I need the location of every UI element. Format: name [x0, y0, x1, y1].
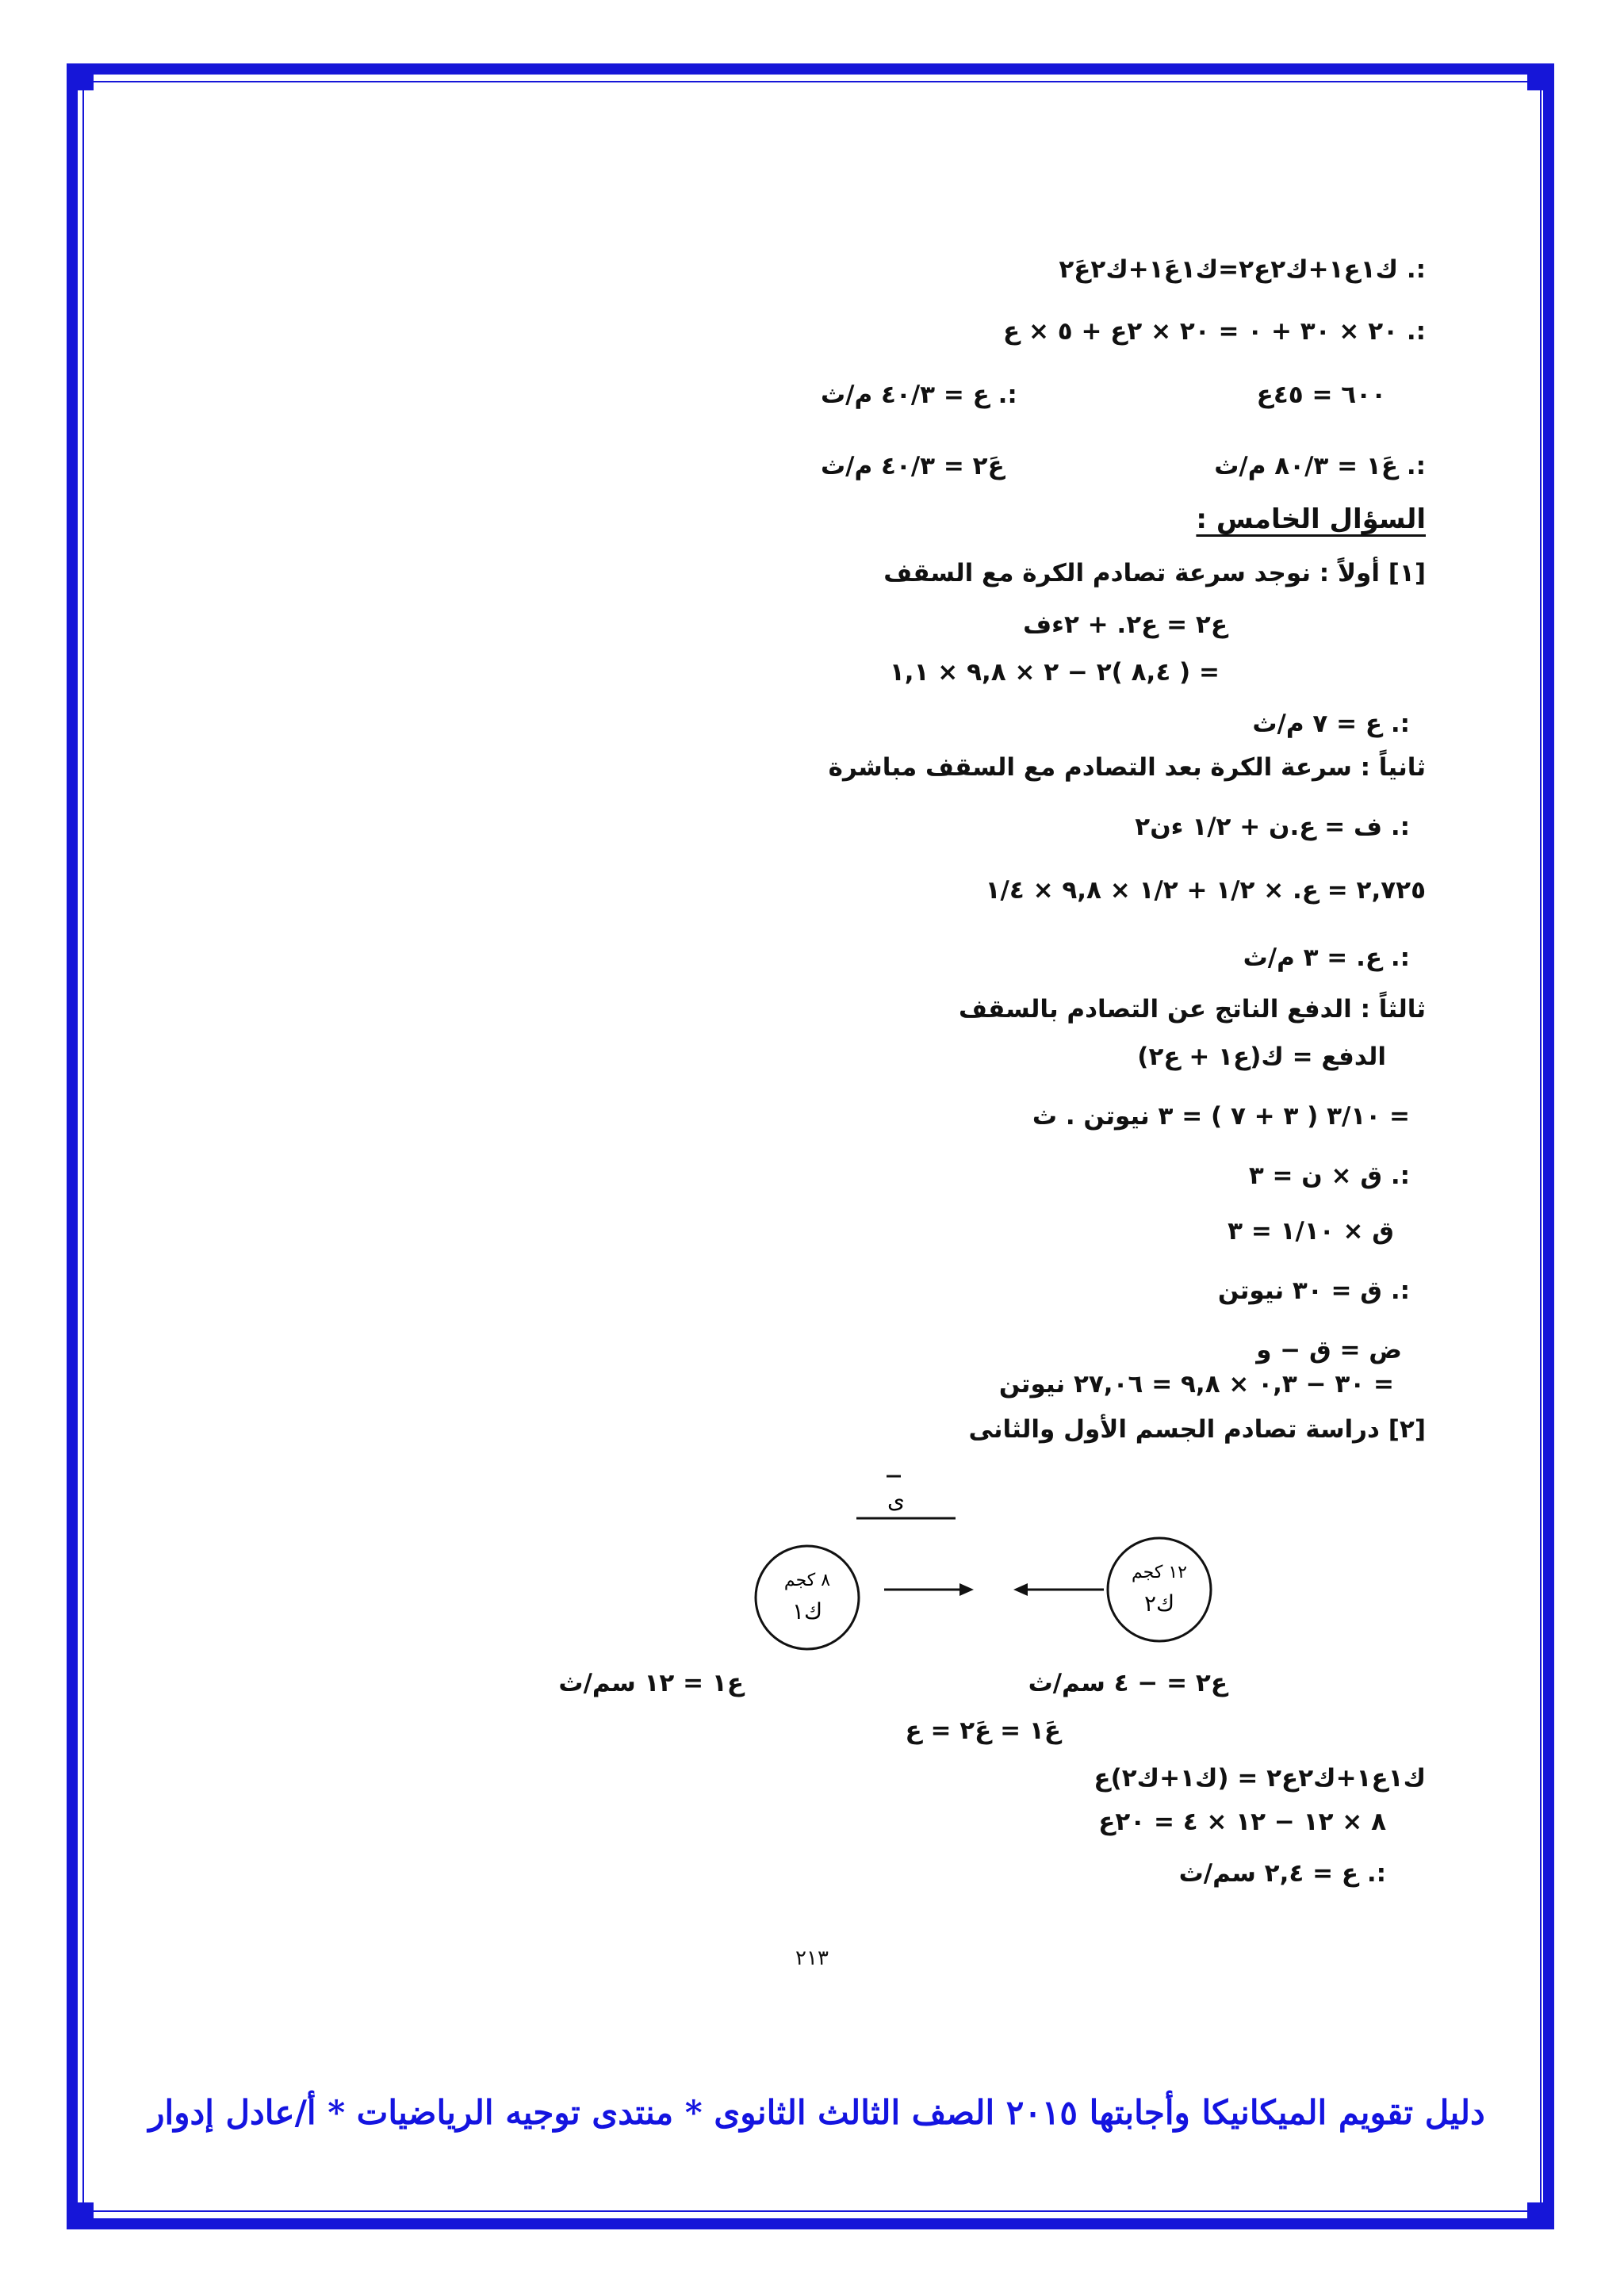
equation-line: :. ٢٠ × ٣٠ + ٠ = ٢٠ × ٢ع + ٥ × ع: [1002, 317, 1426, 346]
part-heading: [١] أولاً : نوجد سرعة تصادم الكرة مع السقف: [883, 559, 1426, 587]
part-heading: [٢] دراسة تصادم الجسم الأول والثانى: [968, 1415, 1426, 1444]
equation-line: الدفع = ك(ع١ + ع٢): [1137, 1043, 1386, 1071]
frame-corner: [67, 63, 94, 90]
part-heading: ثانياً : سرعة الكرة بعد التصادم مع السقف مباشرة: [828, 753, 1426, 782]
page-number: ٢١٣: [795, 1946, 829, 1970]
equation-line: ك١ع١+ك٢ع٢ = (ك١+ك٢)ع: [1094, 1764, 1426, 1793]
equation-line: ع١َ = ع٢َ = ع: [905, 1716, 1061, 1745]
equation-line: :. ع = ٤٠/٣ م/ث: [821, 381, 1017, 409]
frame-corner: [1527, 63, 1554, 90]
ball-2: [1108, 1538, 1211, 1641]
frame-corner: [1527, 2202, 1554, 2229]
ball-1: [756, 1546, 859, 1649]
velocity-label: ع١ = ١٢ سم/ث: [558, 1669, 744, 1697]
equation-line: ٢,٧٢٥ = ع. × ١/٢ + ١/٢ × ٩,٨ × ١/٤: [985, 876, 1426, 905]
equation-line: :. ع١َ = ٨٠/٣ م/ث: [1214, 452, 1426, 480]
equation-line: ٨ × ١٢ − ١٢ × ٤ = ٢٠ع: [1098, 1808, 1386, 1836]
equation-line: ع٢ = ع٢. + ٢ءف: [1023, 610, 1228, 639]
frame-corner: [67, 2202, 94, 2229]
acceleration-label: ى: [887, 1487, 905, 1513]
arrowhead: [1013, 1583, 1028, 1596]
part-heading: ثالثاً : الدفع الناتج عن التصادم بالسقف: [958, 995, 1426, 1024]
ball-2-mass: ١٢ كجم: [1132, 1563, 1187, 1582]
equation-line: :. ع. = ٣ م/ث: [1243, 943, 1410, 972]
equation-line: :. ق = ٣٠ نيوتن: [1217, 1276, 1410, 1305]
ball-2-name: ك٢: [1143, 1590, 1175, 1617]
velocity-label: ع٢ = − ٤ سم/ث: [1028, 1669, 1228, 1697]
ball-1-name: ك١: [791, 1598, 823, 1624]
equation-line: ض = ق − و: [1256, 1336, 1402, 1364]
equation-line: :. ك١ع١+ك٢ع٢=ك١ع١َ+ك٢ع٢َ: [1059, 255, 1426, 284]
equation-line: ق × ١/١٠ = ٣: [1228, 1217, 1394, 1246]
equation-line: = ٣٠ − ٠,٣ × ٩,٨ = ٢٧,٠٦ نيوتن: [998, 1370, 1394, 1399]
equation-line: :. ع = ٧ م/ث: [1252, 710, 1410, 738]
equation-line: :. ع = ٢,٤ سم/ث: [1178, 1859, 1386, 1888]
ball-1-mass: ٨ كجم: [783, 1571, 831, 1590]
collision-diagram: [714, 1467, 1269, 1665]
equation-line: = ( ٨,٤ )٢ − ٢ × ٩,٨ × ١,١: [889, 658, 1220, 687]
equation-line: ع٢َ = ٤٠/٣ م/ث: [821, 452, 1005, 480]
arrowhead: [959, 1583, 974, 1596]
equation-line: ٦٠٠ = ٤٥ع: [1256, 381, 1386, 409]
equation-line: :. ق × ن = ٣: [1248, 1161, 1410, 1190]
equation-line: :. ف = ع.ن + ١/٢ ءن٢: [1135, 813, 1410, 841]
footer-credit: دليل تقويم الميكانيكا وأجابتها ٢٠١٥ الصف الثالث الثانوى * منتدى توجيه الرياضيات * أ/عادل إدوار: [148, 2093, 1485, 2132]
section-title: السؤال الخامس :: [1196, 503, 1426, 535]
equation-line: = ٣/١٠ ( ٣ + ٧ ) = ٣ نيوتن . ث: [1032, 1102, 1410, 1131]
